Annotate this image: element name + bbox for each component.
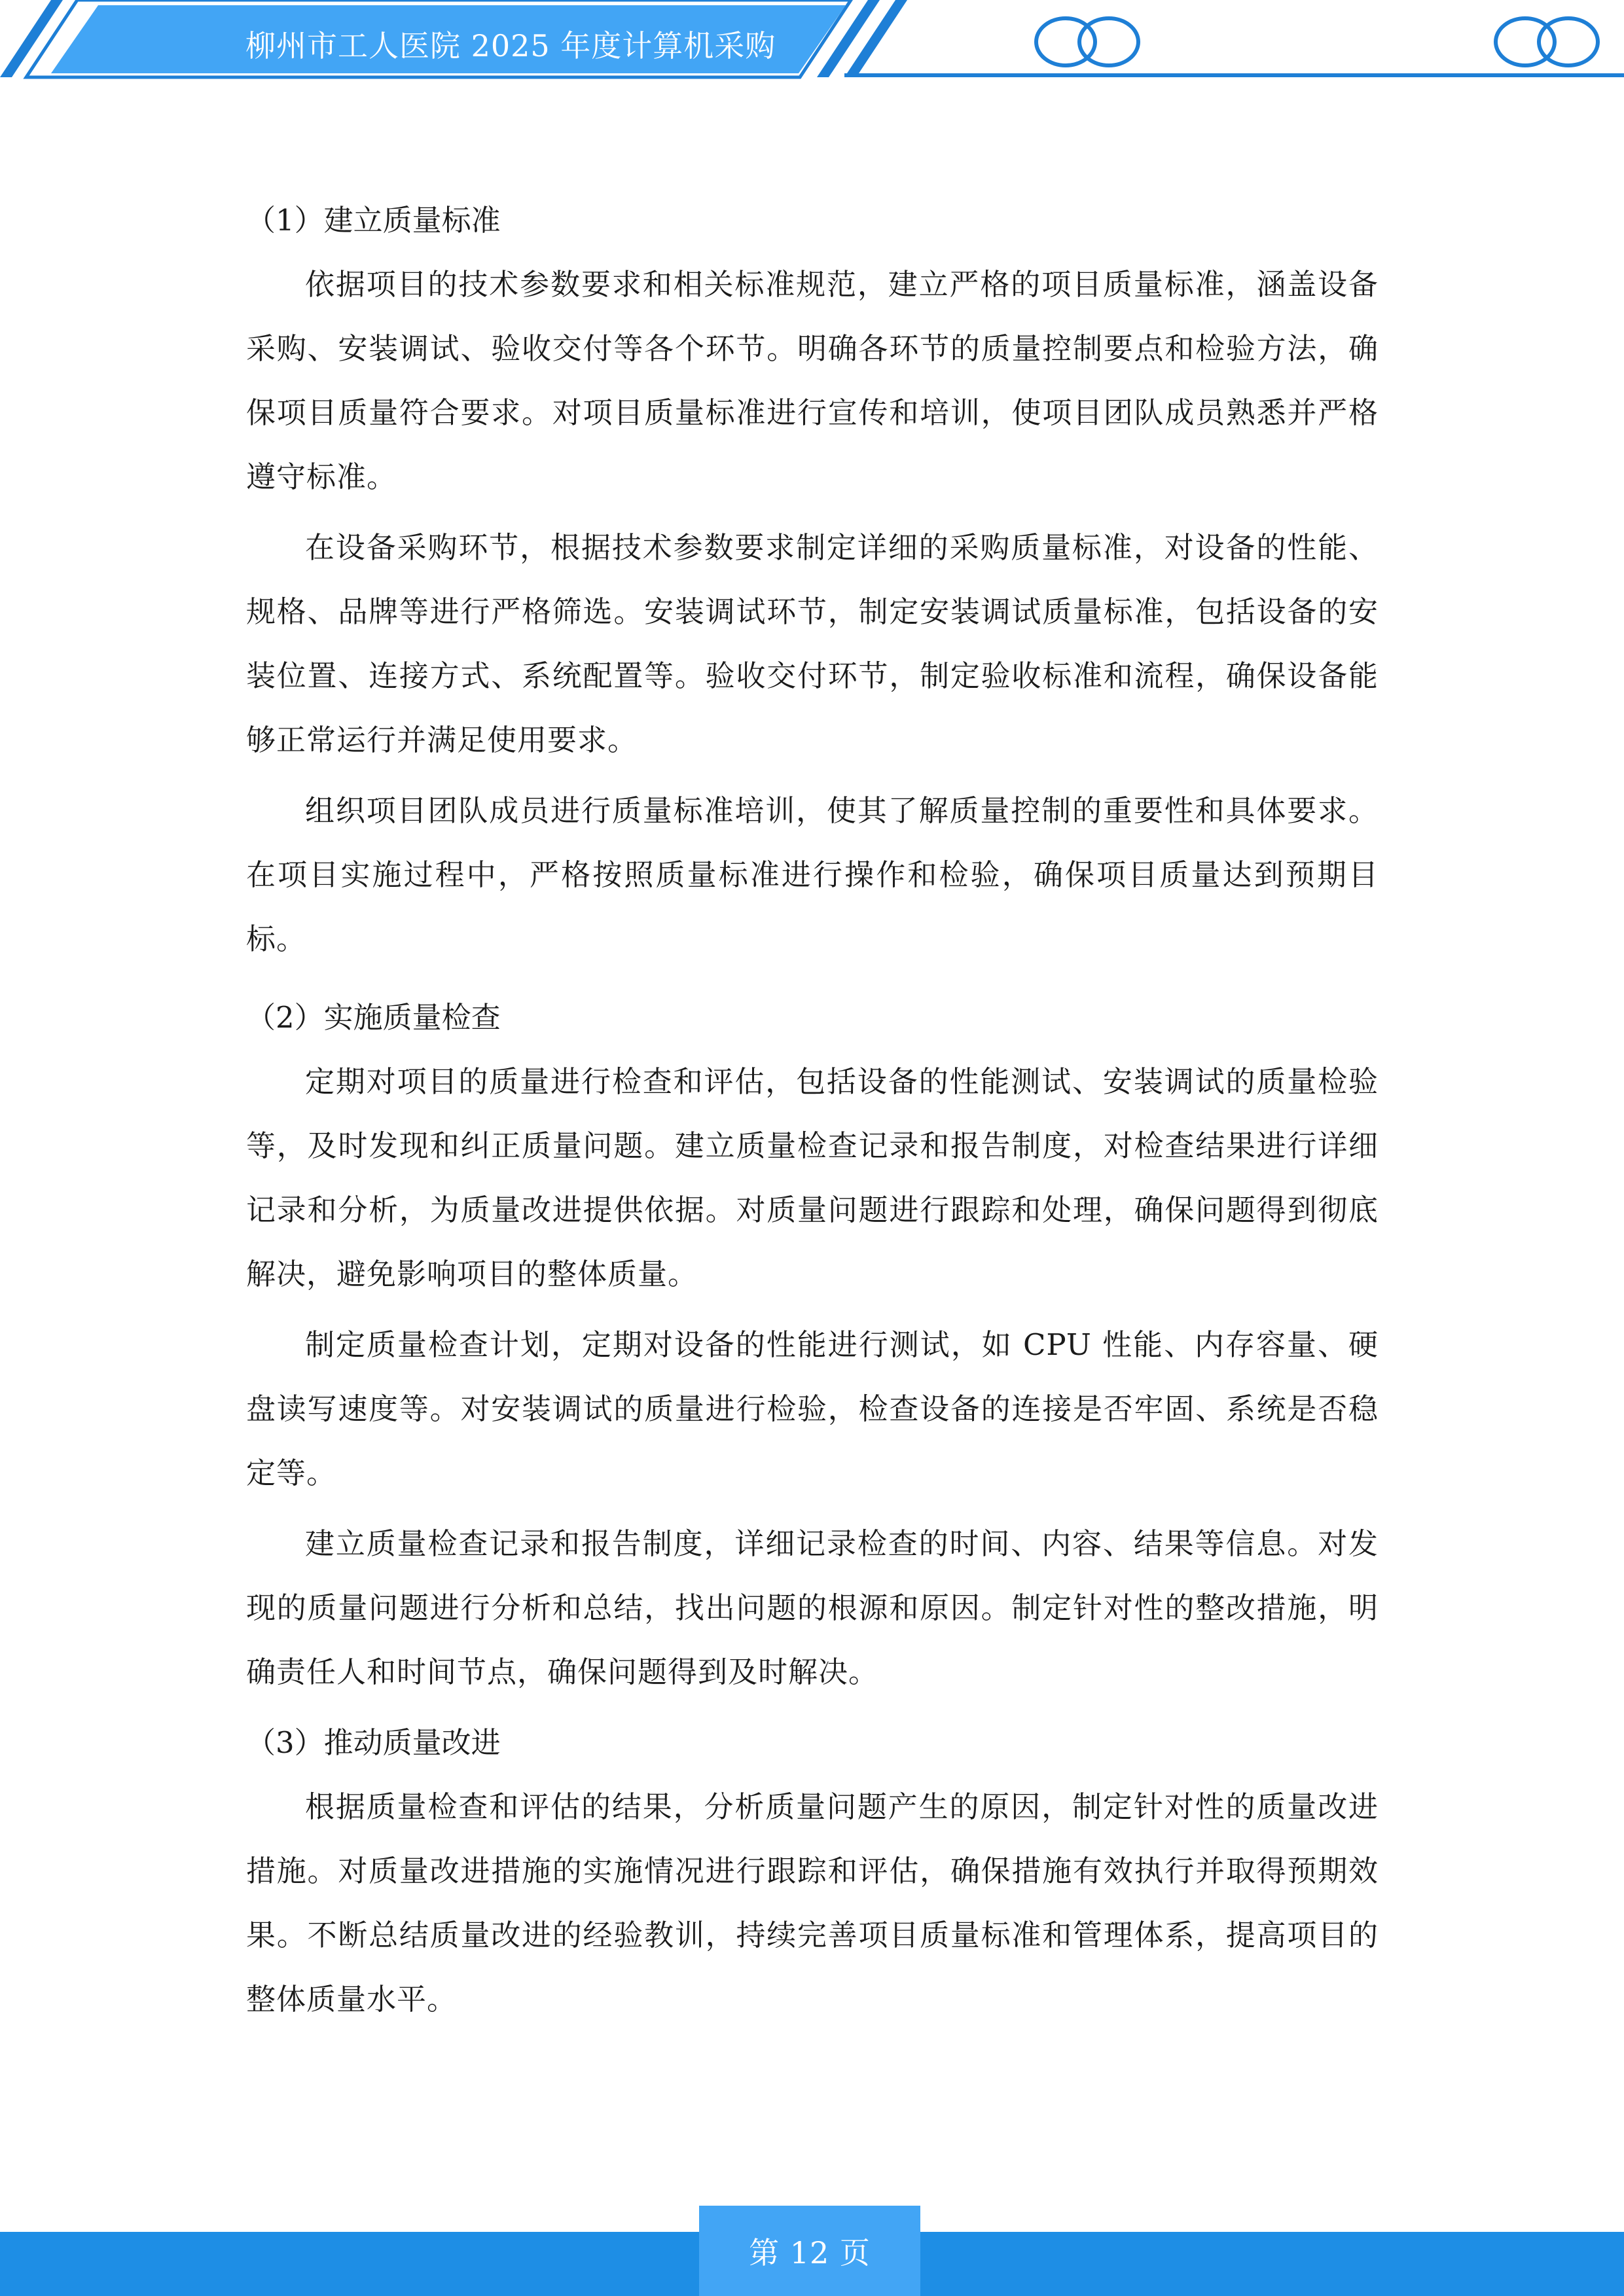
header-title: 柳州市工人医院 2025 年度计算机采购 — [245, 28, 776, 63]
paragraph: 依据项目的技术参数要求和相关标准规范，建立严格的项目质量标准，涵盖设备采购、安装调试、验收交付等各个环节。明确各环节的质量控制要点和检验方法，确保项目质量符合要求。对项目质量标准进行宣传和培训，使项目团队成员熟悉并严格遵守标准。 — [246, 267, 1379, 494]
paragraph: 根据质量检查和评估的结果，分析质量问题产生的原因，制定针对性的质量改进措施。对质量改进措施的实施情况进行跟踪和评估，确保措施有效执行并取得预期效果。不断总结质量改进的经验教训，持续完善项目质量标准和管理体系，提高项目的整体质量水平。 — [246, 1789, 1379, 2017]
paragraph: 组织项目团队成员进行质量标准培训，使其了解质量控制的重要性和具体要求。在项目实施过程中，严格按照质量标准进行操作和检验，确保项目质量达到预期目标。 — [246, 793, 1379, 956]
paragraph: 建立质量检查记录和报告制度，详细记录检查的时间、内容、结果等信息。对发现的质量问题进行分析和总结，找出问题的根源和原因。制定针对性的整改措施，明确责任人和时间节点，确保问题得到及时解决。 — [246, 1526, 1379, 1689]
header-decoration — [0, 0, 1624, 85]
section-heading: （3）推动质量改进 — [246, 1725, 501, 1760]
paragraph: 在设备采购环节，根据技术参数要求制定详细的采购质量标准，对设备的性能、规格、品牌等进行严格筛选。安装调试环节，制定安装调试质量标准，包括设备的安装位置、连接方式、系统配置等。验收交付环节，制定验收标准和流程，确保设备能够正常运行并满足使用要求。 — [246, 530, 1379, 757]
section-quality-improvement — [246, 1711, 1379, 2032]
interlocking-rings-icon — [1036, 18, 1138, 65]
page-header — [0, 0, 1624, 85]
section-heading: （1）建立质量标准 — [246, 203, 501, 238]
section-quality-standards — [246, 188, 1379, 971]
paragraph: 制定质量检查计划，定期对设备的性能进行测试，如 CPU 性能、内存容量、硬盘读写速度等。对安装调试的质量进行检验，检查设备的连接是否牢固、系统是否稳定等。 — [246, 1327, 1379, 1490]
paragraph: 定期对项目的质量进行检查和评估，包括设备的性能测试、安装调试的质量检验等，及时发现和纠正质量问题。建立质量检查记录和报告制度，对检查结果进行详细记录和分析，为质量改进提供依据。对质量问题进行跟踪和处理，确保问题得到彻底解决，避免影响项目的整体质量。 — [246, 1064, 1379, 1291]
section-quality-inspection — [246, 986, 1379, 1704]
section-spacer — [246, 978, 1379, 986]
interlocking-rings-icon — [1496, 18, 1598, 65]
page-number: 第 12 页 — [749, 2235, 871, 2270]
section-heading: （2）实施质量检查 — [246, 1000, 501, 1035]
document-body — [246, 188, 1379, 2038]
page-number-box — [699, 2206, 920, 2296]
